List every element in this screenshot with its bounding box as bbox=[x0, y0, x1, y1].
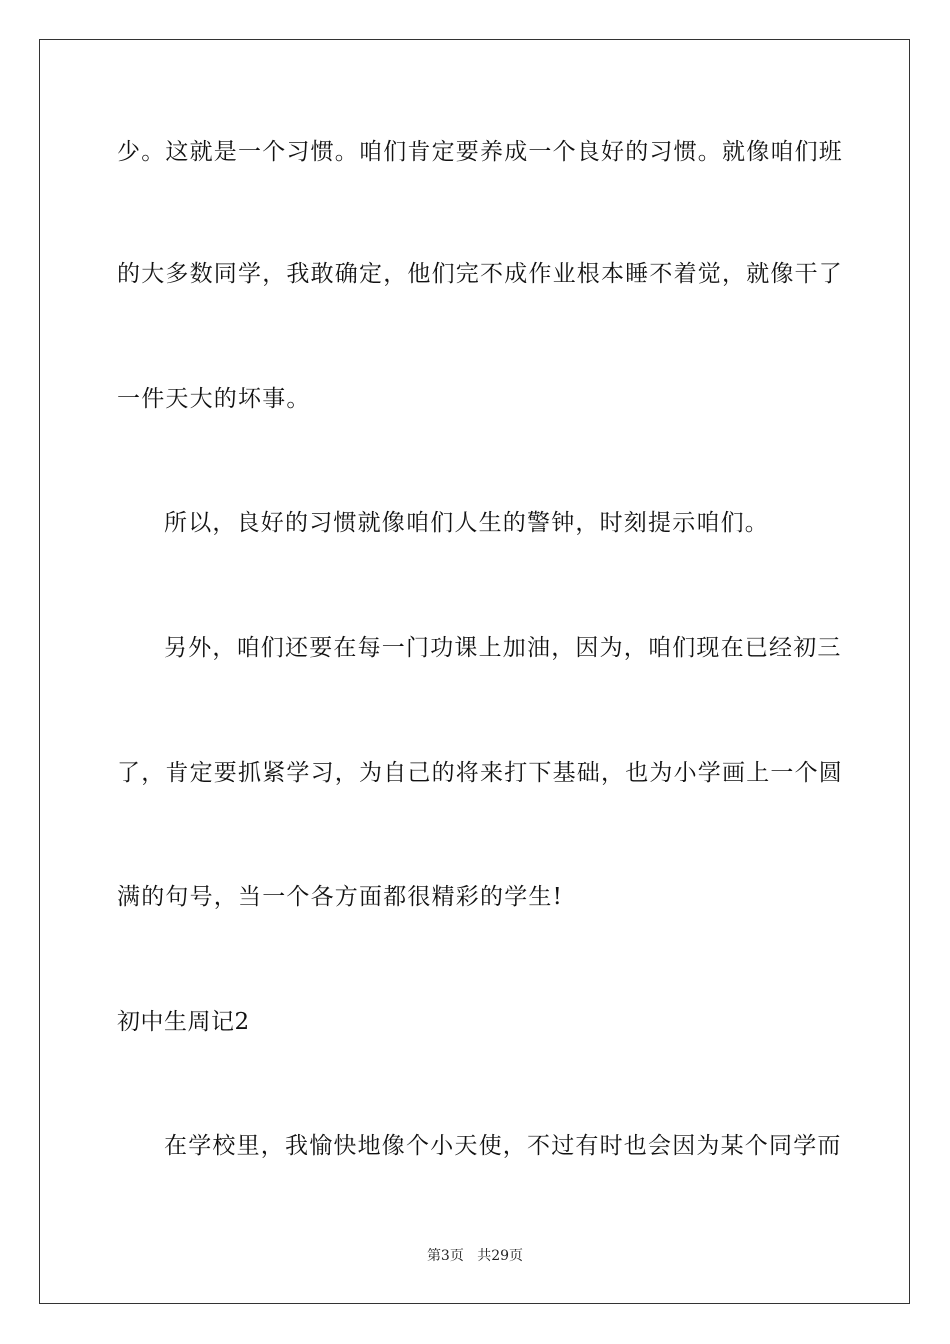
body-text-line: 满的句号，当一个各方面都很精彩的学生! bbox=[117, 884, 564, 910]
body-text-line: 一件天大的坏事。 bbox=[117, 386, 311, 412]
body-text-line: 的大多数同学，我敢确定，他们完不成作业根本睡不着觉，就像干了 bbox=[117, 261, 843, 287]
body-text-line: 所以，良好的习惯就像咱们人生的警钟，时刻提示咱们。 bbox=[164, 510, 769, 536]
page-number: 第3页 bbox=[426, 1248, 464, 1264]
body-text-line: 在学校里，我愉快地像个小天使，不过有时也会因为某个同学而 bbox=[164, 1133, 842, 1159]
body-text-line: 了，肯定要抓紧学习，为自己的将来打下基础，也为小学画上一个圆 bbox=[117, 760, 843, 786]
total-pages: 共29页 bbox=[477, 1248, 524, 1264]
page-footer bbox=[0, 1246, 950, 1266]
body-text-line: 少。这就是一个习惯。咱们肯定要养成一个良好的习惯。就像咱们班 bbox=[117, 139, 843, 165]
body-text-line: 另外，咱们还要在每一门功课上加油，因为，咱们现在已经初三 bbox=[164, 635, 842, 661]
page-border bbox=[39, 39, 910, 1304]
section-heading: 初中生周记2 bbox=[117, 1009, 250, 1035]
